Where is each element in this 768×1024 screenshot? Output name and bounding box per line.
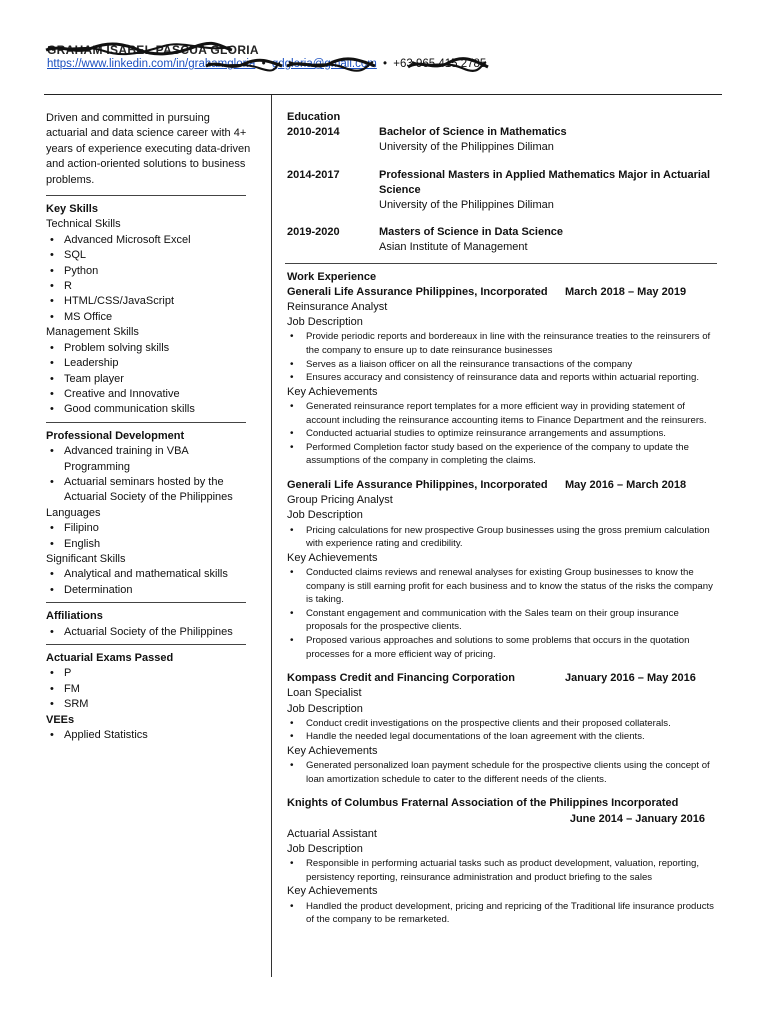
list-item: • Good communication skills	[46, 402, 251, 417]
education-degree: Masters of Science in Data Science	[379, 226, 564, 239]
phone-number: +63 965 415 2785	[393, 58, 487, 70]
list-item: • Creative and Innovative	[46, 387, 251, 402]
key-achievements-label: Key Achievements	[287, 885, 378, 898]
professional-development-list	[46, 444, 251, 506]
linkedin-redaction-scribble	[204, 57, 284, 73]
job-description-label: Job Description	[287, 842, 363, 855]
profile-summary: Driven and committed in pursuing actuarial and data science career with 4+ years of experience executing data-driven and action-oriented solutions to business problems.	[46, 112, 251, 186]
affiliations-list	[46, 625, 251, 640]
technical-skills-heading: Technical Skills	[46, 218, 121, 231]
list-item: • P	[46, 666, 251, 681]
list-item: • Proposed various approaches and solutions to some problems that occurs in the quotation processes for a more efficient way of pricing.	[287, 634, 720, 661]
section-divider	[46, 602, 246, 603]
education-degree: Bachelor of Science in Mathematics	[379, 126, 567, 139]
languages-heading: Languages	[46, 506, 101, 519]
significant-skills-heading: Significant Skills	[46, 552, 126, 565]
column-divider	[271, 95, 272, 977]
job-header	[287, 671, 720, 686]
job-dates: January 2016 – May 2016	[565, 672, 696, 685]
education-years: 2019-2020	[287, 226, 340, 239]
job-role: Actuarial Assistant	[287, 827, 377, 840]
work-experience-heading: Work Experience	[287, 270, 377, 283]
separator: •	[383, 58, 388, 70]
key-achievements-label: Key Achievements	[287, 551, 378, 564]
job-company: Generali Life Assurance Philippines, Incorporated	[287, 285, 548, 298]
job-description-list	[287, 524, 720, 551]
list-item: • Serves as a liaison officer on all the reinsurance transactions of the company	[287, 358, 720, 372]
management-skills-heading: Management Skills	[46, 326, 139, 339]
education-school: Asian Institute of Management	[379, 241, 528, 254]
job-description-label: Job Description	[287, 509, 363, 522]
key-achievements-list	[287, 566, 720, 661]
list-item: • Responsible in performing actuarial tasks such as product development, valuation, reporting, persistency reporting, reinsurance administration and product briefing to the sales	[287, 857, 720, 884]
candidate-name: GRAHAM ISABEL PASCUA GLORIA	[47, 43, 259, 57]
list-item: • Analytical and mathematical skills	[46, 567, 251, 582]
section-divider	[46, 195, 246, 196]
significant-skills-list	[46, 567, 251, 598]
list-item: • Leadership	[46, 356, 251, 371]
key-achievements-label: Key Achievements	[287, 385, 378, 398]
section-divider	[285, 263, 717, 264]
email-link[interactable]: gdgloria@gmail.com	[271, 58, 377, 70]
list-item: • Actuarial Society of the Philippines	[46, 625, 251, 640]
list-item: • MS Office	[46, 310, 251, 325]
list-item: • Actuarial seminars hosted by the Actuarial Society of the Philippines	[46, 475, 251, 506]
name-redaction-scribble	[44, 40, 234, 58]
list-item: • Generated personalized loan payment schedule for the prospective clients using the concept of loan amortization schedule to cater to the different needs of the clients.	[287, 759, 720, 786]
vees-heading: VEEs	[46, 713, 75, 726]
technical-skills-list	[46, 233, 251, 325]
list-item: • Advanced Microsoft Excel	[46, 233, 251, 248]
email-redaction-scribble	[285, 56, 377, 74]
key-achievements-label: Key Achievements	[287, 744, 378, 757]
job-description-list	[287, 857, 720, 884]
job-role: Reinsurance Analyst	[287, 301, 388, 314]
section-divider	[46, 644, 246, 645]
professional-development-heading: Professional Development	[46, 429, 185, 442]
separator: •	[261, 58, 266, 70]
job-header	[287, 478, 720, 493]
job-dates: June 2014 – January 2016	[569, 812, 705, 825]
affiliations-heading: Affiliations	[46, 610, 103, 623]
list-item: • Ensures accuracy and consistency of reinsurance data and reports within actuarial reporting.	[287, 371, 720, 385]
vees-list	[46, 728, 251, 743]
job-company: Generali Life Assurance Philippines, Incorporated	[287, 478, 548, 491]
job-company: Knights of Columbus Fraternal Association of the Philippines Incorporated	[287, 797, 679, 810]
management-skills-list	[46, 341, 251, 418]
list-item: • R	[46, 279, 251, 294]
job-dates: March 2018 – May 2019	[565, 285, 687, 298]
education-entry	[287, 168, 720, 214]
languages-list	[46, 521, 251, 552]
list-item: • Problem solving skills	[46, 341, 251, 356]
list-item: • Performed Completion factor study based on the experience of the company to update the assumptions of the company in completing the claims.	[287, 441, 720, 468]
list-item: • English	[46, 537, 251, 552]
list-item: • SQL	[46, 248, 251, 263]
list-item: • HTML/CSS/JavaScript	[46, 294, 251, 309]
job-description-list	[287, 330, 720, 384]
job-description-label: Job Description	[287, 316, 363, 329]
list-item: • Conducted actuarial studies to optimize reinsurance arrangements and assumptions.	[287, 427, 720, 441]
list-item: • Handle the needed legal documentations of the loan agreement with the clients.	[287, 730, 720, 744]
phone-redaction-scribble	[406, 55, 490, 75]
key-achievements-list	[287, 900, 720, 927]
job-role: Group Pricing Analyst	[287, 494, 393, 507]
job-role: Loan Specialist	[287, 687, 362, 700]
education-school: University of the Philippines Diliman	[379, 141, 554, 154]
actuarial-exams-list	[46, 666, 251, 712]
job-dates: May 2016 – March 2018	[565, 478, 687, 491]
linkedin-handle[interactable]: grahamgloria	[188, 58, 256, 70]
left-column	[46, 111, 251, 743]
right-column	[287, 110, 720, 927]
education-degree: Professional Masters in Applied Mathematics Major in Actuarial Science	[379, 168, 711, 196]
list-item: • Team player	[46, 372, 251, 387]
list-item: • Advanced training in VBA Programming	[46, 444, 251, 475]
list-item: • Pricing calculations for new prospective Group businesses using the gross premium calculation with experience rating and credibility.	[287, 524, 720, 551]
linkedin-link[interactable]: https://www.linkedin.com/in/	[47, 58, 189, 70]
education-heading: Education	[287, 111, 341, 123]
list-item: • Handled the product development, pricing and repricing of the Traditional life insurance products of the company to be remarketed.	[287, 900, 720, 927]
key-skills-heading: Key Skills	[46, 203, 98, 216]
education-years: 2014-2017	[287, 168, 340, 181]
list-item: • Filipino	[46, 521, 251, 536]
list-item: • Generated reinsurance report templates for a more efficient way in providing statement of account including the reinsurance accounting items to Finance Department and the reinsurers.	[287, 400, 720, 427]
education-years: 2010-2014	[287, 126, 340, 139]
header-divider	[44, 94, 722, 95]
key-achievements-list	[287, 400, 720, 468]
actuarial-exams-heading: Actuarial Exams Passed	[46, 652, 174, 664]
list-item: • Python	[46, 264, 251, 279]
list-item: • SRM	[46, 697, 251, 712]
list-item: • Constant engagement and communication with the Sales team on their group insurance proposals for the prospective clients.	[287, 607, 720, 634]
section-divider	[46, 422, 246, 423]
list-item: • Determination	[46, 583, 251, 598]
job-header	[287, 285, 720, 300]
job-company: Kompass Credit and Financing Corporation	[287, 672, 515, 685]
key-achievements-list	[287, 759, 720, 786]
education-school: University of the Philippines Diliman	[379, 199, 554, 212]
list-item: • FM	[46, 682, 251, 697]
list-item: • Conducted claims reviews and renewal analyses for existing Group businesses to know the company is still earning profit for each business and to know the status of the risks the company is taking.	[287, 566, 720, 607]
list-item: • Applied Statistics	[46, 728, 251, 743]
job-description-list	[287, 717, 720, 744]
list-item: • Conduct credit investigations on the prospective clients and their proposed collaterals.	[287, 717, 720, 731]
list-item: • Provide periodic reports and bordereaux in line with the reinsurance treaties to the reinsurers of the company to ensure up to date reinsurance businesses	[287, 330, 720, 357]
education-entry	[287, 225, 720, 255]
job-description-label: Job Description	[287, 702, 363, 715]
education-entry	[287, 125, 720, 155]
